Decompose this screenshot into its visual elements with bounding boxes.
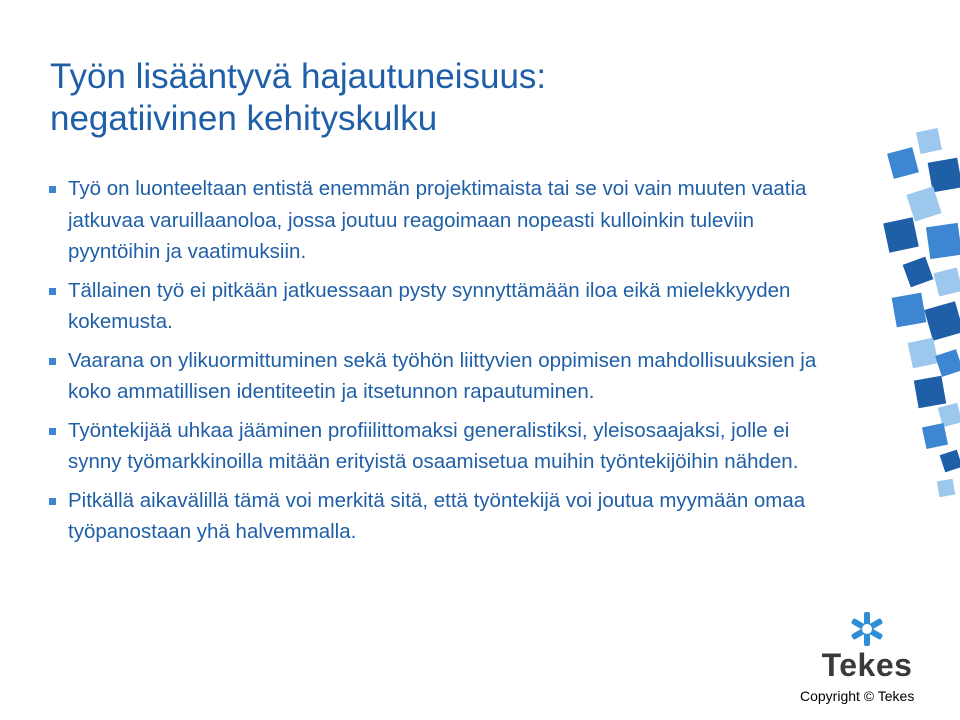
bullet-item xyxy=(46,173,846,268)
logo-word: Tekes xyxy=(821,647,913,683)
copyright-text: Copyright © Tekes xyxy=(800,688,915,704)
bullet-item xyxy=(46,485,846,548)
slide-title xyxy=(50,56,830,140)
tekes-star-icon xyxy=(812,610,922,648)
bullet-text: Pitkällä aikavälillä tämä voi merkitä sitä, että työntekijä voi joutua myymään omaa työpanostaan yhä halvemmalla. xyxy=(68,488,806,543)
square-bullet-icon xyxy=(49,186,56,193)
title-line-1: Työn lisääntyvä hajautuneisuus: xyxy=(50,57,547,96)
square-bullet-icon xyxy=(49,288,56,295)
bullet-item xyxy=(46,275,846,338)
decorative-squares xyxy=(880,120,960,540)
bullet-text: Vaarana on ylikuormittuminen sekä työhön liittyvien oppimisen mahdollisuuksien ja koko ammatillisen identiteetin ja itsetunnon rapautuminen. xyxy=(68,348,817,403)
bullet-text: Tällainen työ ei pitkään jatkuessaan pysty synnyttämään iloa eikä mielekkyyden kokemusta. xyxy=(68,278,791,333)
bullet-text: Työ on luonteeltaan entistä enemmän projektimaista tai se voi vain muuten vaatia jatkuvaa varuillaanoloa, jossa joutuu reagoimaan nopeasti kulloinkin tuleviin pyyntöihin ja vaatimuksiin. xyxy=(68,177,807,263)
bullet-text: Työntekijää uhkaa jääminen profiilittomaksi generalistiksi, yleisosaajaksi, jolle ei synny työmarkkinoilla mitään erityistä osaamisetua muihin työntekijöihin nähden. xyxy=(68,418,799,473)
square-bullet-icon xyxy=(49,428,56,435)
square-bullet-icon xyxy=(49,498,56,505)
square-bullet-icon xyxy=(49,358,56,365)
bullet-item xyxy=(46,345,846,408)
bullet-item xyxy=(46,415,846,478)
tekes-logo xyxy=(812,610,922,682)
title-line-2: negatiivinen kehityskulku xyxy=(50,99,438,138)
bullet-list xyxy=(46,173,846,555)
